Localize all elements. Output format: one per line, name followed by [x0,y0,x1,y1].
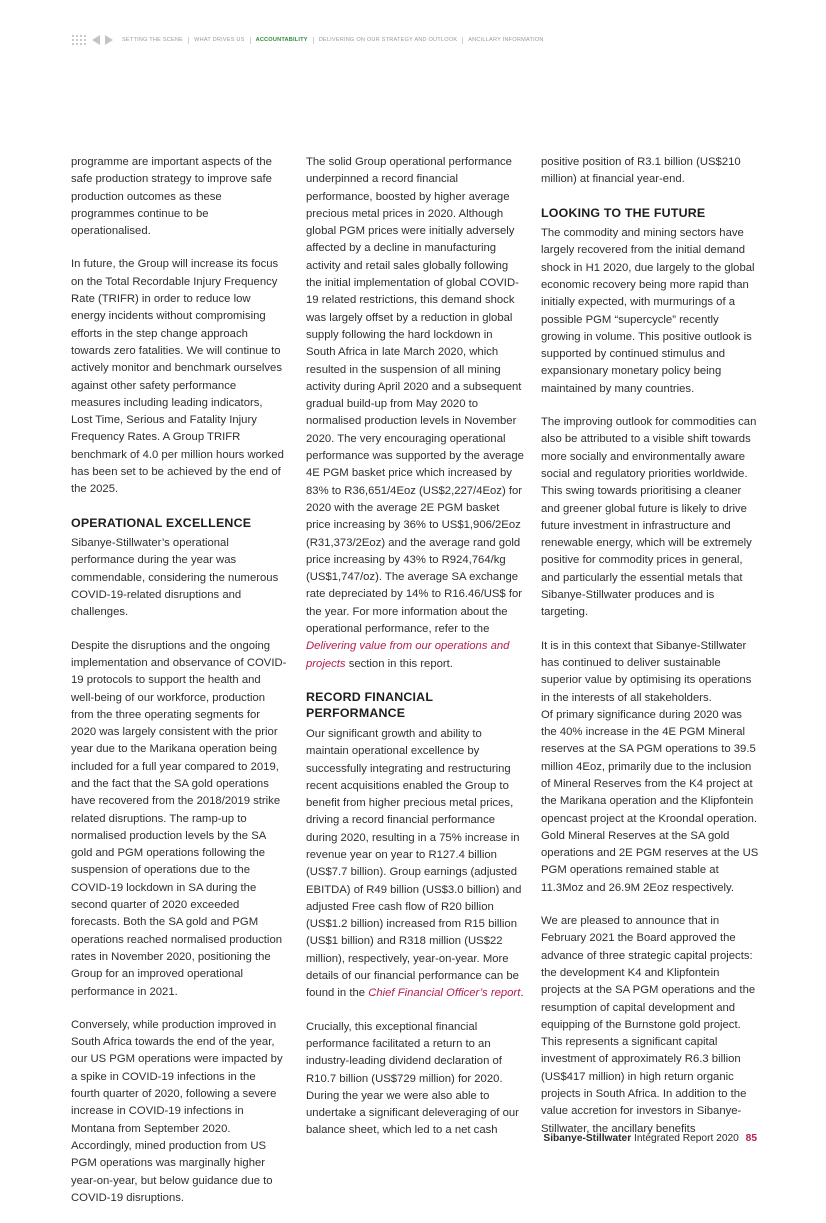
paragraph: The commodity and mining sectors have largely recovered from the initial demand shock in H1 2020, due largely to the global economic recovery being more rapid than initially expected, with murmurings of a possible PGM “supercycle” recently growing in volume. This positive outlook is supported by continued stimulus and expansionary monetary policy being maintained by many countries. [541,227,755,395]
paragraph: It is in this context that Sibanye-Stillwater has continued to deliver sustainable superior value by optimising its operations in the interests of all stakeholders. [541,639,752,704]
nav-item-delivering-on-strategy[interactable]: DELIVERING ON OUR STRATEGY AND OUTLOOK [318,37,458,43]
next-page-icon[interactable] [105,35,113,45]
paragraph: Conversely, while production improved in South Africa towards the end of the year, our US PGM operations were impacted by a spike in COVID-19 infections in the fourth quarter of 2020, following a severe increase in COVID-19 infections in Montana from September 2020. Accordingly, mined production from US PGM operations was marginally higher year-on-year, but below guidance due to COVID-19 disruptions. [71,1018,283,1204]
paragraph: Sibanye-Stillwater’s operational performance during the year was commendable, considering the numerous COVID-19-related disruptions and challenges. [71,537,279,619]
paragraph: Crucially, this exceptional financial performance facilitated a return to an industry-leading dividend declaration of R10.7 billion (US$729 million) for 2020. During the year we were also able to undertake a significant deleveraging of our balance sheet, which led to a net cash [306,1020,519,1137]
section-heading-looking-to-the-future: LOOKING TO THE FUTURE [541,205,706,220]
nav-divider [250,37,251,44]
text-column-1 [71,154,287,1223]
nav-item-what-drives-us[interactable]: WHAT DRIVES US [194,37,245,43]
nav-item-setting-the-scene[interactable]: SETTING THE SCENE [122,37,184,43]
link-delivering-value[interactable]: Delivering value from our operations and projects [306,640,510,670]
paragraph-text: The solid Group operational performance underpinned a record financial performance, boosted by higher average precious metal prices in 2020. Although global PGM prices were initially adversely affected by a decline in manufacturing activity and retail sales globally following the initial implementation of global COVID-19 related restrictions, this demand shock was largely offset by a reduction in global supply following the hard lockdown in South Africa in late March 2020, which resulted in the suspension of all mining activity during April 2020 and a subsequent gradual build-up from May 2020 to normalised production levels in November 2020. The very encouraging operational performance was supported by the average 4E PGM basket price which increased by 83% to R36,651/4Eoz (US$2,227/4Eoz) for 2020 with the average 2E PGM basket price increasing by 36% to US$1,906/2Eoz (R31,373/2Eoz) and the average rand gold price increasing by 43% to R924,764/kg (US$1,747/oz). The average SA exchange rate depreciated by 14% to R16.46/US$ for the year. For more information about the operational performance, refer to the [306,156,524,636]
paragraph-text: Our significant growth and ability to maintain operational excellence by successfully integrating and restructuring recent acquisitions enabled the Group to benefit from higher precious metal prices, driving a record financial performance during 2020, resulting in a 75% increase in revenue year on year to R127.4 billion (US$7.7 billion). Group earnings (adjusted EBITDA) of R49 billion (US$3.0 billion) and adjusted Free cash flow of R20 billion (US$1.2 billion) increased from R15 billion (US$1 billion) and R318 million (US$22 million), respectively, year-on-year. More details of our financial performance can be found in the [306,727,522,1000]
section-heading-operational-excellence: OPERATIONAL EXCELLENCE [71,515,252,530]
paragraph: Of primary significance during 2020 was the 40% increase in the 4E PGM Mineral reserves at the SA PGM operations to 39.5 million 4Eoz, primarily due to the inclusion of Mineral Reserves from the K4 project at the Marikana operation and the Klipfontein opencast project at the Kroondal operation. Gold Mineral Reserves at the SA gold operations and 2E PGM reserves at the US PGM operations remained stable at 11.3Moz and 26.9M 2Eoz respectively. [541,708,759,894]
section-heading-record-financial-performance: RECORD FINANCIAL PERFORMANCE [306,689,433,721]
previous-page-icon[interactable] [92,35,100,45]
nav-item-ancillary-information[interactable]: ANCILLARY INFORMATION [468,37,544,43]
footer-report-title: Integrated Report 2020 [634,1133,739,1144]
paragraph: In future, the Group will increase its focus on the Total Recordable Injury Frequency Rate (TRIFR) in order to reduce low energy incidents without compromising efforts in the step change approach towards zero fatalities. We will continue to actively monitor and benchmark ourselves against other safety performance measures including leading indicators, Lost Time, Serious and Fatality Injury Frequency Rates. A Group TRIFR benchmark of 4.0 per million hours worked has been set to be achieved by the end of the 2025. [71,258,284,496]
paragraph [306,726,524,1003]
paragraph: positive position of R3.1 billion (US$210 million) at financial year-end. [541,156,741,186]
paragraph-text: . [520,987,524,1000]
paragraph: Despite the disruptions and the ongoing implementation and observance of COVID-19 protocols to support the health and well-being of our workforce, production from the three operating segments for 2020 was largely consistent with the prior year due to the Marikana operation being included for a full year compared to 2019, and the fact that the SA gold operations have recovered from the 2018/2019 strike related disruptions. The ramp-up to normalised production levels by the SA gold and PGM operations following the suspension of operations due to the COVID-19 lockdown in SA during the second quarter of 2020 exceeded forecasts. Both the SA gold and PGM operations reached normalised production rates in November 2020, positioning the Group for an improved operational performance in 2021. [71,639,287,998]
top-navigation [72,35,544,45]
nav-divider [188,37,189,44]
footer-brand: Sibanye-Stillwater [543,1133,632,1144]
paragraph: programme are important aspects of the safe production strategy to improve safe production outcomes as these programmes continue to be operationalised. [71,156,272,238]
text-column-3 [541,154,759,1154]
grid-menu-icon[interactable] [72,35,86,45]
paragraph: We are pleased to announce that in February 2021 the Board approved the advance of three strategic capital projects: the development K4 and Klipfontein projects at the SA PGM operations and the resumption of capital development and equipping of the Burnstone gold project. This represents a significant capital investment of approximately R6.3 billion (US$417 million) in high return organic projects in South Africa. In addition to the value accretion for investors in Sibanye-Stillwater, the ancillary benefits [541,915,756,1135]
nav-divider [462,37,463,44]
link-cfo-report[interactable]: Chief Financial Officer’s report [368,987,521,1000]
nav-divider [313,37,314,44]
page-footer [543,1133,757,1144]
page-number: 85 [745,1133,757,1144]
paragraph: The improving outlook for commodities can also be attributed to a visible shift towards more socially and environmentally aware social and regulatory priorities worldwide. This swing towards prioritising a cleaner and greener global future is likely to drive future investment in infrastructure and renewable energy, which will be extremely positive for commodity prices in general, and particularly the essential metals that Sibanye-Stillwater produces and is targeting. [541,416,757,619]
paragraph-text: section in this report. [345,657,453,670]
nav-item-accountability[interactable]: ACCOUNTABILITY [255,37,308,43]
paragraph [306,154,524,673]
text-column-2 [306,154,524,1156]
